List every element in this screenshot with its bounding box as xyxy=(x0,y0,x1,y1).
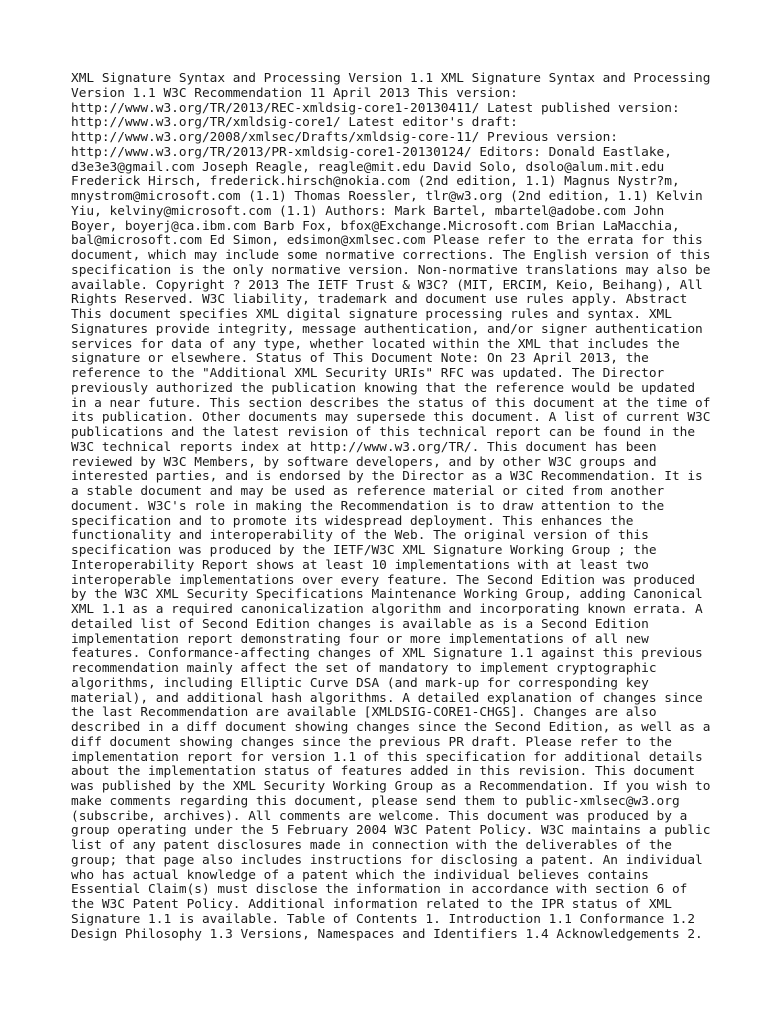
text-line: Version 1.1 W3C Recommendation 11 April 2013 This version: xyxy=(71,85,518,101)
text-line: features. Conformance-affecting changes of XML Signature 1.1 against this previous xyxy=(71,646,703,662)
text-line: Frederick Hirsch, frederick.hirsch@nokia.com (2nd edition, 1.1) Magnus Nystr?m, xyxy=(71,174,680,190)
text-line: about the implementation status of features added in this revision. This document xyxy=(71,764,696,780)
text-line: (subscribe, archives). All comments are welcome. This document was produced by a xyxy=(71,808,688,824)
text-line: the W3C Patent Policy. Additional information related to the IPR status of XML xyxy=(71,897,672,912)
text-line: reviewed by W3C Members, by software developers, and by other W3C groups and xyxy=(71,454,657,470)
text-line: d3e3e3@gmail.com Joseph Reagle, reagle@mit.edu David Solo, dsolo@alum.mit.edu xyxy=(71,159,665,175)
text-line: Boyer, boyerj@ca.ibm.com Barb Fox, bfox@Exchange.Microsoft.com Brian LaMacchia, xyxy=(71,218,680,234)
text-line: group; that page also includes instructions for disclosing a patent. An individual xyxy=(71,852,703,868)
text-line: make comments regarding this document, please send them to public-xmlsec@w3.org xyxy=(71,793,680,809)
text-line: This document specifies XML digital signature processing rules and syntax. XML xyxy=(71,307,672,322)
text-line: Rights Reserved. W3C liability, trademark and document use rules apply. Abstract xyxy=(71,292,688,308)
text-line: available. Copyright ? 2013 The IETF Trust & W3C? (MIT, ERCIM, Keio, Beihang), All xyxy=(71,277,703,293)
text-line: implementation report demonstrating four or more implementations of all new xyxy=(71,631,649,647)
document-body xyxy=(71,72,711,942)
text-line: signature or elsewhere. Status of This Document Note: On 23 April 2013, the xyxy=(71,351,649,367)
text-line: list of any patent disclosures made in connection with the deliverables of the xyxy=(71,838,672,853)
text-line: bal@microsoft.com Ed Simon, edsimon@xmlsec.com Please refer to the errata for this xyxy=(71,233,703,249)
text-line: detailed list of Second Edition changes is available as is a Second Edition xyxy=(71,616,649,632)
text-line: implementation report for version 1.1 of this specification for additional details xyxy=(71,749,703,765)
text-line: document. W3C's role in making the Recommendation is to draw attention to the xyxy=(71,498,665,514)
text-line: http://www.w3.org/2008/xmlsec/Drafts/xmldsig-core-11/ Previous version: xyxy=(71,130,619,145)
text-line: reference to the "Additional XML Security URIs" RFC was updated. The Director xyxy=(71,366,665,381)
text-line: publications and the latest revision of this technical report can be found in the xyxy=(71,425,696,440)
text-line: algorithms, including Elliptic Curve DSA (and mark-up for corresponding key xyxy=(71,675,649,691)
text-line: specification is the only normative version. Non-normative translations may also be xyxy=(71,262,711,278)
text-line: the last Recommendation are available [XMLDSIG-CORE1-CHGS]. Changes are also xyxy=(71,705,657,721)
text-line: XML 1.1 as a required canonicalization algorithm and incorporating known errata. A xyxy=(71,602,703,617)
text-line: Signature 1.1 is available. Table of Contents 1. Introduction 1.1 Conformance 1.2 xyxy=(71,911,696,927)
text-line: Signatures provide integrity, message authentication, and/or signer authentication xyxy=(71,321,703,337)
text-line: diff document showing changes since the previous PR draft. Please refer to the xyxy=(71,734,672,750)
text-line: http://www.w3.org/TR/2013/REC-xmldsig-core1-20130411/ Latest published version: xyxy=(71,100,680,116)
text-line: interested parties, and is endorsed by the Director as a W3C Recommendation. It is xyxy=(71,469,703,485)
text-line: Interoperability Report shows at least 10 implementations with at least two xyxy=(71,557,649,573)
text-line: material), and additional hash algorithms. A detailed explanation of changes since xyxy=(71,690,703,706)
text-line: services for data of any type, whether located within the XML that includes the xyxy=(71,336,680,352)
text-line: specification and to promote its widespread deployment. This enhances the xyxy=(71,513,634,529)
text-line: Essential Claim(s) must disclose the information in accordance with section 6 of xyxy=(71,882,688,898)
text-line: its publication. Other documents may supersede this document. A list of current W3C xyxy=(71,410,711,426)
text-line: a stable document and may be used as reference material or cited from another xyxy=(71,484,665,499)
text-line: specification was produced by the IETF/W3C XML Signature Working Group ; the xyxy=(71,543,657,558)
text-line: group operating under the 5 February 2004 W3C Patent Policy. W3C maintains a public xyxy=(71,823,711,839)
text-line: described in a diff document showing changes since the Second Edition, as well as a xyxy=(71,720,711,735)
text-line: in a near future. This section describes the status of this document at the time of xyxy=(71,395,711,411)
text-line: who has actual knowledge of a patent which the individual believes contains xyxy=(71,867,649,883)
text-line: XML Signature Syntax and Processing Version 1.1 XML Signature Syntax and Processing xyxy=(71,71,711,86)
text-line: document, which may include some normative corrections. The English version of this xyxy=(71,248,711,263)
text-line: http://www.w3.org/TR/xmldsig-core1/ Latest editor's draft: xyxy=(71,115,518,131)
text-line: recommendation mainly affect the set of mandatory to implement cryptographic xyxy=(71,661,657,676)
text-line: by the W3C XML Security Specifications Maintenance Working Group, adding Canonical xyxy=(71,587,703,603)
text-line: previously authorized the publication knowing that the reference would be updated xyxy=(71,380,696,396)
text-line: W3C technical reports index at http://www.w3.org/TR/. This document has been xyxy=(71,439,657,455)
text-line: Yiu, kelviny@microsoft.com (1.1) Authors: Mark Bartel, mbartel@adobe.com John xyxy=(71,203,665,219)
text-line: mnystrom@microsoft.com (1.1) Thomas Roessler, tlr@w3.org (2nd edition, 1.1) Kelvin xyxy=(71,189,703,204)
text-line: http://www.w3.org/TR/2013/PR-xmldsig-core1-20130124/ Editors: Donald Eastlake, xyxy=(71,144,672,160)
text-line: functionality and interoperability of the Web. The original version of this xyxy=(71,528,649,544)
text-line: Design Philosophy 1.3 Versions, Namespaces and Identifiers 1.4 Acknowledgements 2. xyxy=(71,926,703,942)
text-line: was published by the XML Security Working Group as a Recommendation. If you wish to xyxy=(71,779,711,794)
text-line: interoperable implementations over every feature. The Second Edition was produced xyxy=(71,572,696,588)
